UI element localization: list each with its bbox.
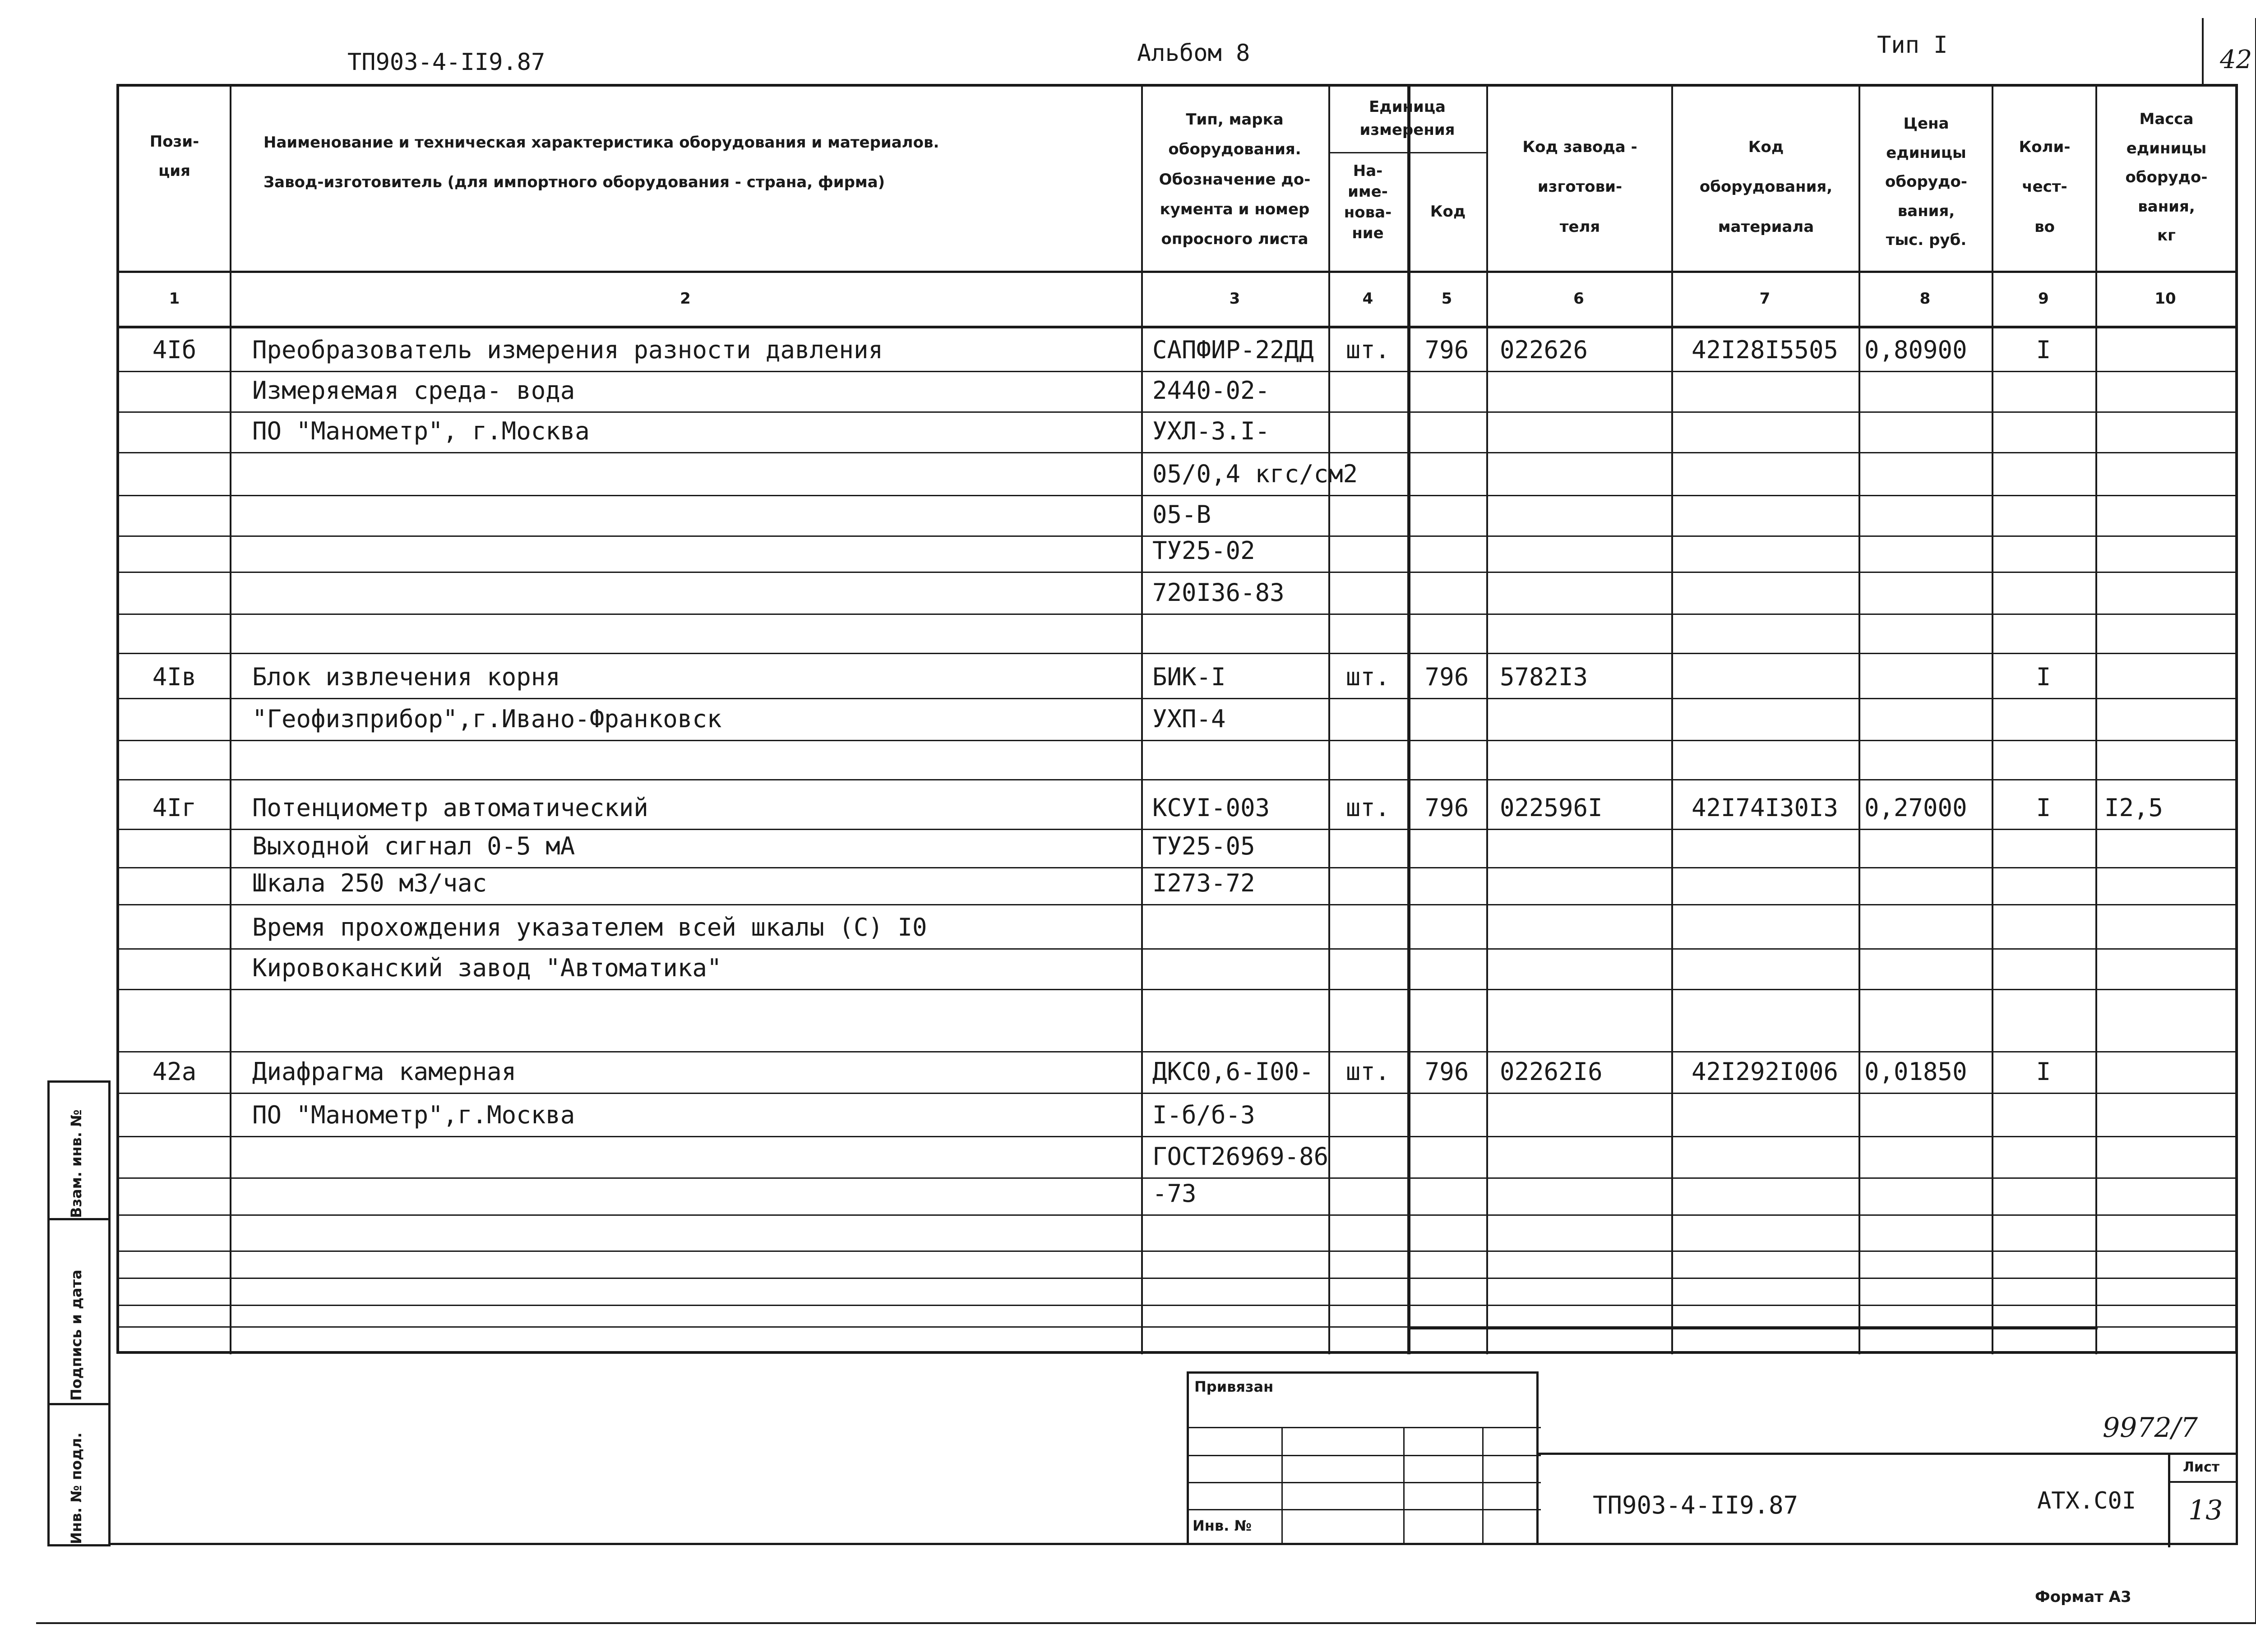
cell-code: 796: [1424, 1057, 1469, 1086]
col-line: [1858, 87, 1860, 1354]
col-num: 4: [1362, 290, 1373, 308]
sheet-label: Лист: [2183, 1459, 2220, 1475]
attached-line: [1189, 1509, 1541, 1510]
row-line: [119, 698, 2235, 699]
cell-code: 796: [1424, 336, 1469, 364]
cell-plant: 022626: [1500, 336, 1588, 364]
col-num: 2: [680, 290, 691, 308]
side-label: Взам. инв. №: [68, 1109, 85, 1218]
cell-type: -73: [1152, 1179, 1197, 1208]
cell-plant: 022596I: [1500, 794, 1603, 822]
album-label: Альбом 8: [1137, 40, 1250, 67]
row-line: [119, 1214, 2235, 1216]
col-line: [1671, 87, 1673, 1354]
body-bottom-line: [1407, 1326, 2098, 1329]
cell-type: I273-72: [1152, 869, 1255, 897]
sheet-divider: [2170, 1481, 2238, 1483]
cell-type: I-б/б-3: [1152, 1101, 1255, 1129]
cell-pos: 4Iб: [152, 336, 197, 364]
cell-type: 05-В: [1152, 500, 1211, 529]
col-header-unit-name: На- име- нова- ние: [1344, 162, 1392, 242]
cell-name: ПО "Манометр",г.Москва: [252, 1101, 575, 1129]
cell-name: Диафрагма камерная: [252, 1057, 517, 1086]
cell-price: 0,01850: [1864, 1057, 1967, 1086]
side-box-replaced: [47, 1080, 111, 1220]
stamp-mark: АТХ.С0I: [2037, 1487, 2136, 1514]
attached-vline: [1281, 1427, 1283, 1545]
row-line: [119, 452, 2235, 453]
type-label: Тип I: [1877, 32, 1948, 59]
cell-pos: 42а: [152, 1057, 197, 1086]
cell-type: 720I36-83: [1152, 578, 1285, 607]
row-line: [119, 829, 2235, 830]
side-box-signature: [47, 1218, 111, 1405]
side-label: Инв. № подл.: [68, 1432, 85, 1544]
col-num: 10: [2154, 290, 2176, 308]
cell-type: УХП-4: [1152, 705, 1226, 733]
row-line: [119, 867, 2235, 868]
frame-bottom: [36, 1622, 2256, 1624]
col-line: [1486, 87, 1488, 1354]
row-line: [119, 1305, 2235, 1306]
cell-name: Преобразователь измерения разности давления: [252, 336, 883, 364]
cell-name: ПО "Манометр", г.Москва: [252, 417, 590, 445]
attached-line: [1189, 1482, 1541, 1483]
cell-name: Шкала 250 м3/час: [252, 869, 487, 897]
inv-label: Инв. №: [1193, 1517, 1252, 1534]
col-header-unit-group: Единица измерения: [1359, 98, 1455, 139]
cell-code: 796: [1424, 663, 1469, 691]
col-num: 7: [1759, 290, 1771, 308]
cell-unit: шт.: [1345, 794, 1390, 822]
cell-type: БИК-I: [1152, 663, 1226, 691]
row-line: [119, 1177, 2235, 1179]
sheet-number: 13: [2188, 1495, 2223, 1526]
attached-block: [1187, 1371, 1539, 1545]
row-line: [119, 653, 2235, 654]
row-line: [119, 1136, 2235, 1137]
row-line: [119, 904, 2235, 905]
cell-type: КСУI-003: [1152, 794, 1270, 822]
col-line: [1141, 87, 1143, 1354]
cell-unit: шт.: [1345, 663, 1390, 691]
row-line: [119, 989, 2235, 990]
col-num: 9: [2038, 290, 2049, 308]
col-num: 1: [169, 290, 180, 308]
cell-pos: 4Iв: [152, 663, 197, 691]
cell-type: 05/0,4 кгс/см2: [1152, 460, 1358, 488]
attached-vline: [1403, 1427, 1405, 1545]
cell-mass: I2,5: [2104, 794, 2164, 822]
unit-group-line: [1328, 152, 1486, 153]
cell-name: Время прохождения указателем всей шкалы (С) I0: [252, 913, 927, 941]
cell-price: 0,27000: [1864, 794, 1967, 822]
cell-name: Измеряемая среда- вода: [252, 376, 575, 405]
col-line: [1992, 87, 1993, 1354]
cell-unit: шт.: [1345, 336, 1390, 364]
attached-line: [1189, 1455, 1541, 1456]
attached-label: Привязан: [1194, 1378, 1274, 1395]
col-header-name: Наименование и техническая характеристика оборудования и материалов. Завод-изготовитель (для импортного оборудования - страна, фирма): [264, 134, 939, 192]
cell-equip: 42I28I5505: [1691, 336, 1839, 364]
cell-plant: 02262I6: [1500, 1057, 1603, 1086]
col-header-type: Тип, марка оборудования. Обозначение до- кумента и номер опросного листа: [1159, 111, 1311, 249]
corner-divider: [2202, 18, 2204, 86]
row-line: [119, 1251, 2235, 1252]
row-line: [119, 572, 2235, 573]
row-line: [119, 948, 2235, 950]
cell-name: Кировоканский завод "Автоматика": [252, 954, 722, 982]
doc-code-top: ТП903-4-II9.87: [347, 49, 546, 76]
row-line: [119, 1051, 2235, 1052]
col-num: 5: [1441, 290, 1452, 308]
side-label: Подпись и дата: [68, 1269, 85, 1401]
col-line: [2095, 87, 2097, 1354]
col-header-plant-code: Код завода - изготови- теля: [1522, 138, 1637, 236]
cell-type: ТУ25-05: [1152, 832, 1255, 860]
cell-qty: I: [2036, 794, 2051, 822]
attached-vline: [1482, 1427, 1484, 1545]
cell-type: ГОСТ26969-86: [1152, 1142, 1329, 1171]
cell-type: УХЛ-3.I-: [1152, 417, 1270, 445]
cell-equip: 42I292I006: [1691, 1057, 1839, 1086]
row-line: [119, 411, 2235, 413]
col-line: [1407, 87, 1410, 1354]
cell-plant: 5782I3: [1500, 663, 1588, 691]
col-num: 3: [1229, 290, 1240, 308]
cell-code: 796: [1424, 794, 1469, 822]
col-header-unit-code: Код: [1430, 203, 1466, 221]
attached-line: [1189, 1427, 1541, 1428]
cell-unit: шт.: [1345, 1057, 1390, 1086]
row-line: [119, 740, 2235, 741]
numbers-row-line: [119, 326, 2235, 328]
side-box-inventory: [47, 1403, 111, 1546]
col-header-equip-code: Код оборудования, материала: [1699, 138, 1833, 236]
cell-equip: 42I74I30I3: [1691, 794, 1839, 822]
page-corner-number: 42: [2220, 45, 2252, 74]
header-bottom-line: [119, 271, 2235, 273]
row-line: [119, 1093, 2235, 1094]
title-stamp: [1539, 1453, 2238, 1545]
cell-type: ДКС0,6-I00-: [1152, 1057, 1314, 1086]
equipment-table: [116, 84, 2238, 1354]
row-line: [119, 614, 2235, 615]
handwritten-number: 9972/7: [2103, 1412, 2198, 1444]
cell-name: Потенциометр автоматический: [252, 794, 648, 822]
cell-qty: I: [2036, 336, 2051, 364]
col-num: 8: [1919, 290, 1931, 308]
cell-name: Блок извлечения корня: [252, 663, 560, 691]
cell-type: 2440-02-: [1152, 376, 1270, 405]
sheet-box: [2168, 1455, 2236, 1547]
row-line: [119, 779, 2235, 780]
cell-type: ТУ25-02: [1152, 536, 1255, 565]
col-header-position: Пози- ция: [149, 133, 199, 180]
col-num: 6: [1573, 290, 1584, 308]
col-header-qty: Коли- чест- во: [2019, 138, 2071, 236]
stamp-doc-code: ТП903-4-II9.87: [1593, 1491, 1798, 1519]
cell-name: "Геофизприбор",г.Ивано-Франковск: [252, 705, 722, 733]
cell-qty: I: [2036, 1057, 2051, 1086]
col-header-mass: Масса единицы оборудо- вания, кг: [2125, 110, 2208, 245]
col-line: [230, 87, 231, 1354]
format-label: Формат А3: [2035, 1588, 2131, 1606]
cell-price: 0,80900: [1864, 336, 1967, 364]
cell-qty: I: [2036, 663, 2051, 691]
col-header-price: Цена единицы оборудо- вания, тыс. руб.: [1885, 115, 1967, 249]
cell-pos: 4Iг: [152, 794, 197, 822]
cell-name: Выходной сигнал 0-5 мА: [252, 832, 575, 860]
cell-type: САПФИР-22ДД: [1152, 336, 1314, 364]
row-line: [119, 371, 2235, 372]
row-line: [119, 495, 2235, 496]
row-line: [119, 1278, 2235, 1279]
